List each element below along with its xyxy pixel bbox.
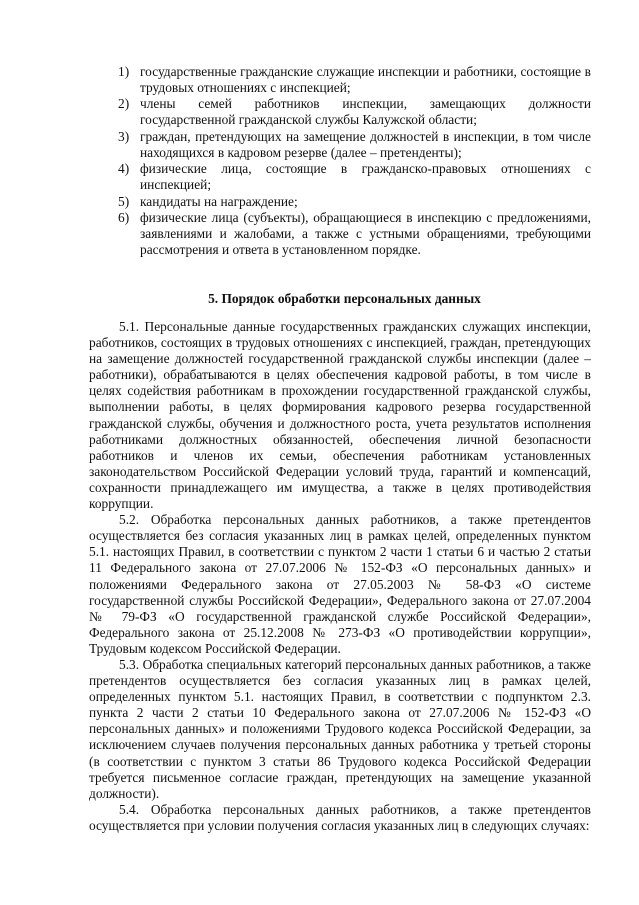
list-item [118, 210, 591, 258]
list-item [118, 194, 591, 210]
list-item [118, 64, 591, 96]
subjects-list [118, 64, 591, 258]
paragraph-5-4: 5.4. Обработка персональных данных работников, а также претендентов осуществляется при условии получения согласия указанных лиц в следующих случаях: [89, 801, 591, 833]
list-item-number: 4) [118, 161, 130, 177]
list-item-text: государственные гражданские служащие инспекции и работники, состоящие в трудовых отношениях с инспекцией; [140, 64, 591, 96]
list-item-text: граждан, претендующих на замещение должностей в инспекции, в том числе находящихся в кадровом резерве (далее – претенденты); [140, 128, 591, 160]
section-body [89, 319, 591, 834]
paragraph-5-2: 5.2. Обработка персональных данных работников, а также претендентов осуществляется без согласия указанных лиц в рамках целей, определенных пунктом 5.1. настоящих Правил, в соответствии с пунктом 2 части 1 статьи 6 и частью 2 статьи 11 Федерального закона от 27.07.2006 № 152-ФЗ «О персональных данных» и положениями Федерального закона от 27.05.2003 № 58-ФЗ «О системе государственной службы Российской Федерации», Федерального закона от 27.07.2004 № 79-ФЗ «О государственной гражданской службе Российской Федерации», Федерального закона от 25.12.2008 № 273-ФЗ «О противодействии коррупции», Трудовым кодексом Российской Федерации. [89, 512, 591, 656]
list-item [118, 161, 591, 193]
list-item-text: физические лица (субъекты), обращающиеся в инспекцию с предложениями, заявлениями и жалобами, а также с устными обращениями, требующими рассмотрения и ответа в установленном порядке. [140, 209, 591, 257]
list-item-number: 6) [118, 209, 130, 225]
list-item-number: 1) [118, 64, 130, 79]
list-item-text: члены семей работников инспекции, замещающих должности государственной гражданской службы Калужской области; [140, 96, 591, 128]
paragraph-5-1: 5.1. Персональные данные государственных гражданских служащих инспекции, работников, состоящих в трудовых отношениях с инспекцией, граждан, претендующих на замещение должностей государственной гражданской службы инспекции (далее – работники), обрабатываются в целях обеспечения кадровой работы, в том числе в целях содействия работникам в прохождении государственной гражданской службы, выполнении работы, в целях формирования кадрового резерва государственной гражданской службы, обучения и должностного роста, учета результатов исполнения работниками должностных обязанностей, обеспечения личной безопасности работников и членов их семьи, обеспечения работникам установленных законодательством Российской Федерации условий труда, гарантий и компенсаций, сохранности принадлежащего им имущества, а также в целях противодействия коррупции. [89, 319, 591, 512]
list-item-text: физические лица, состоящие в гражданско-правовых отношениях с инспекцией; [140, 161, 591, 193]
list-item-text: кандидаты на награждение; [140, 193, 298, 209]
list-item-number: 2) [118, 96, 130, 112]
paragraph-5-3: 5.3. Обработка специальных категорий персональных данных работников, а также претендентов осуществляется без согласия указанных лиц в рамках целей, определенных пунктом 5.1. настоящих Правил, в соответствии с подпунктом 2.3. пункта 2 части 2 статьи 10 Федерального закона от 27.07.2006 № 152-ФЗ «О персональных данных» и положениями Трудового кодекса Российской Федерации, за исключением случаев получения персональных данных работника у третьей стороны (в соответствии с пунктом 3 статьи 86 Трудового кодекса Российской Федерации требуется письменное согласие граждан, претендующих на замещение указанной должности). [89, 656, 591, 801]
list-item-number: 5) [118, 193, 130, 209]
list-item [118, 96, 591, 128]
section-heading: 5. Порядок обработки персональных данных [208, 291, 481, 306]
list-item-number: 3) [118, 128, 130, 144]
list-item [118, 129, 591, 161]
